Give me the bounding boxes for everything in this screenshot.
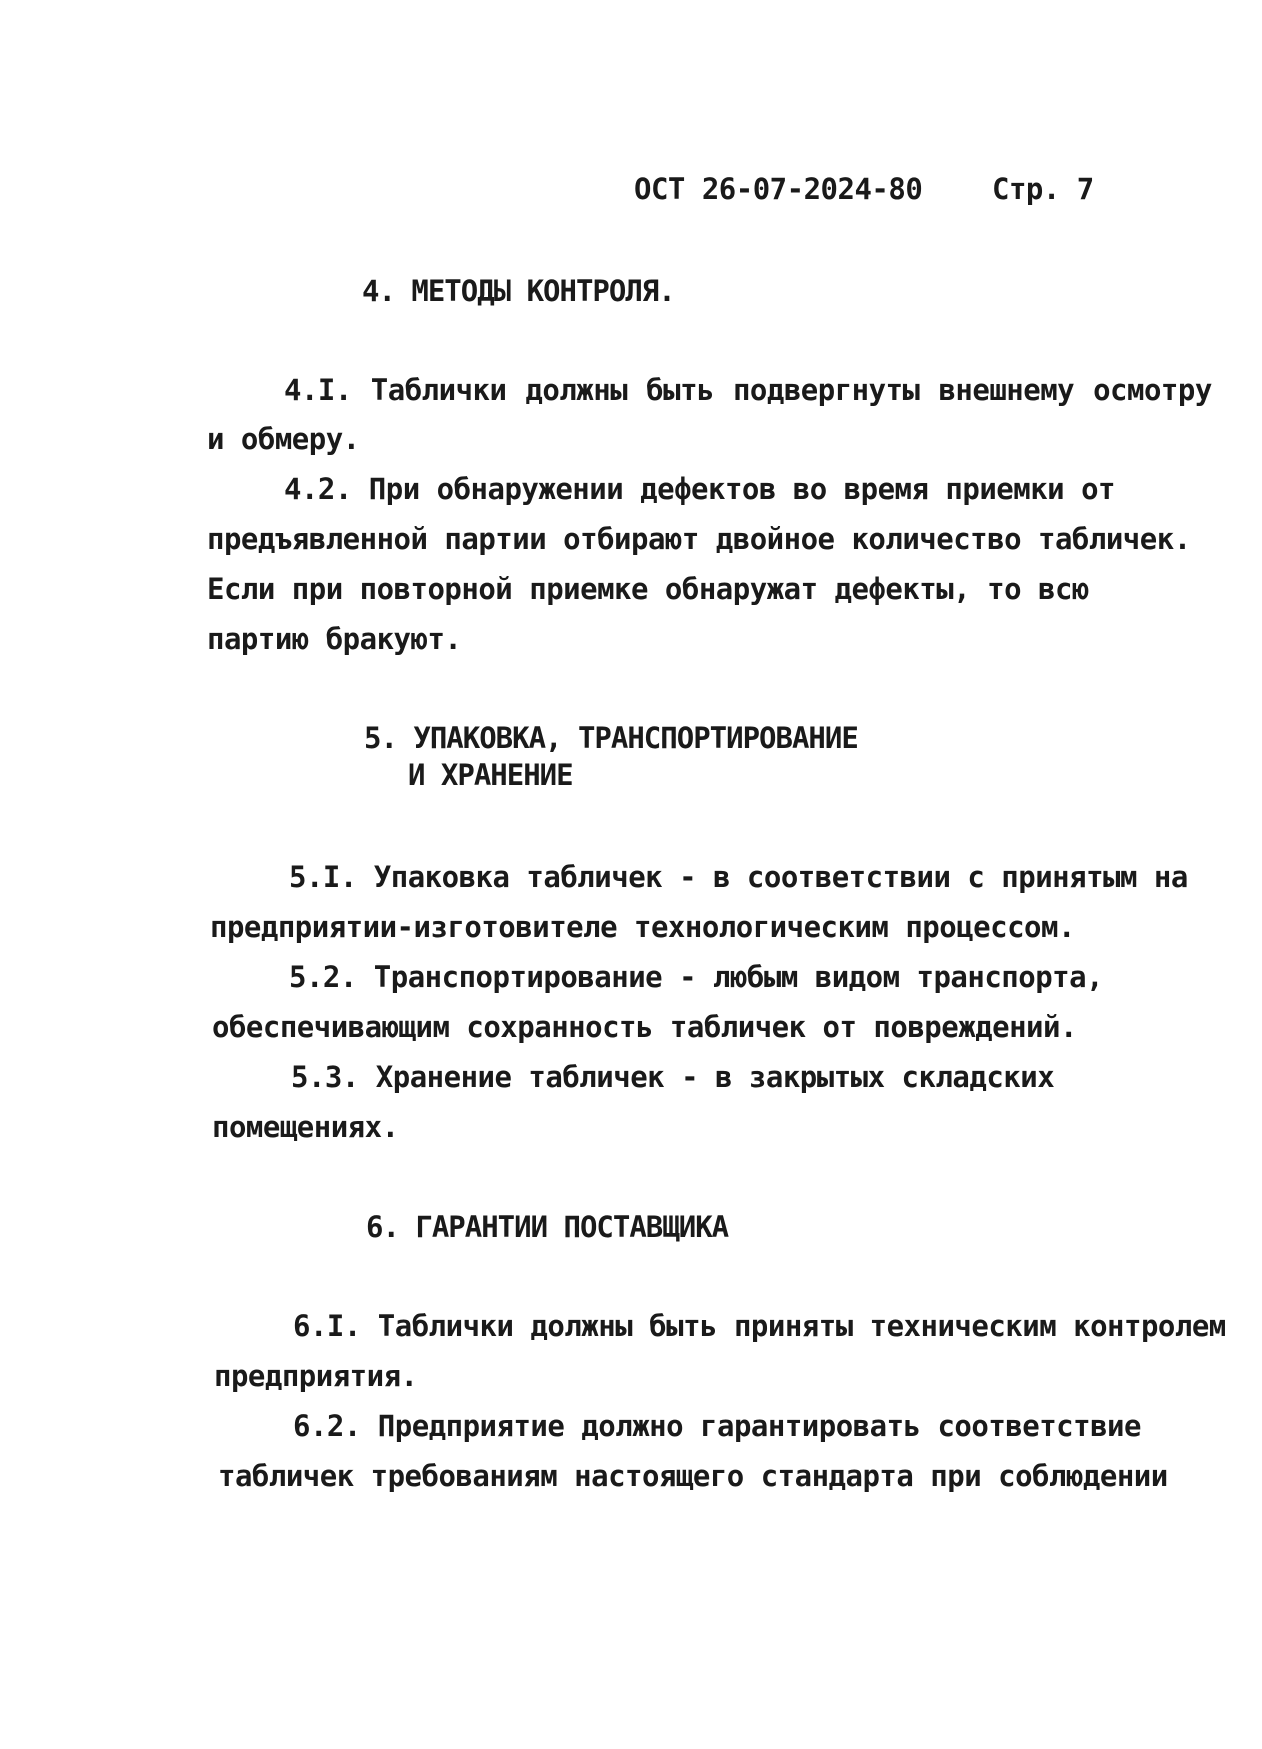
section-4-title: 4. МЕТОДЫ КОНТРОЛЯ. [362, 274, 675, 308]
paragraph-4-2-line-1: 4.2. При обнаружении дефектов во время приемки от [284, 472, 1116, 506]
paragraph-5-3-line-1: 5.3. Хранение табличек - в закрытых складских [291, 1060, 1055, 1094]
section-5-title-line-2: И ХРАНЕНИЕ [408, 758, 573, 792]
paragraph-5-2-line-1: 5.2. Транспортирование - любым видом транспорта, [289, 960, 1104, 994]
document-code: ОСТ 26-07-2024-80 [634, 172, 923, 206]
paragraph-5-1-line-1: 5.I. Упаковка табличек - в соответствии с принятым на [289, 860, 1188, 894]
paragraph-6-1-line-1: 6.I. Таблички должны быть приняты техническим контролем [293, 1309, 1226, 1343]
paragraph-6-1-line-2: предприятия. [214, 1359, 418, 1393]
paragraph-4-2-line-4: партию бракуют. [207, 622, 462, 656]
section-5-title-line-1: 5. УПАКОВКА, ТРАНСПОРТИРОВАНИЕ [364, 721, 858, 755]
paragraph-5-1-line-2: предприятии-изготовителе технологическим процессом. [210, 910, 1075, 944]
paragraph-4-1-line-1: 4.I. Таблички должны быть подвергнуты внешнему осмотру [284, 373, 1212, 407]
paragraph-6-2-line-1: 6.2. Предприятие должно гарантировать соответствие [293, 1409, 1141, 1443]
paragraph-4-2-line-3: Если при повторной приемке обнаружат дефекты, то всю [207, 572, 1089, 606]
paragraph-4-1-line-2: и обмеру. [207, 422, 360, 456]
paragraph-5-3-line-2: помещениях. [212, 1110, 399, 1144]
paragraph-4-2-line-2: предъявленной партии отбирают двойное количество табличек. [207, 522, 1191, 556]
page-number: Стр. 7 [992, 172, 1094, 206]
section-6-title: 6. ГАРАНТИИ ПОСТАВЩИКА [366, 1210, 729, 1244]
paragraph-6-2-line-2: табличек требованиям настоящего стандарта при соблюдении [218, 1459, 1168, 1493]
paragraph-5-2-line-2: обеспечивающим сохранность табличек от повреждений. [212, 1010, 1077, 1044]
